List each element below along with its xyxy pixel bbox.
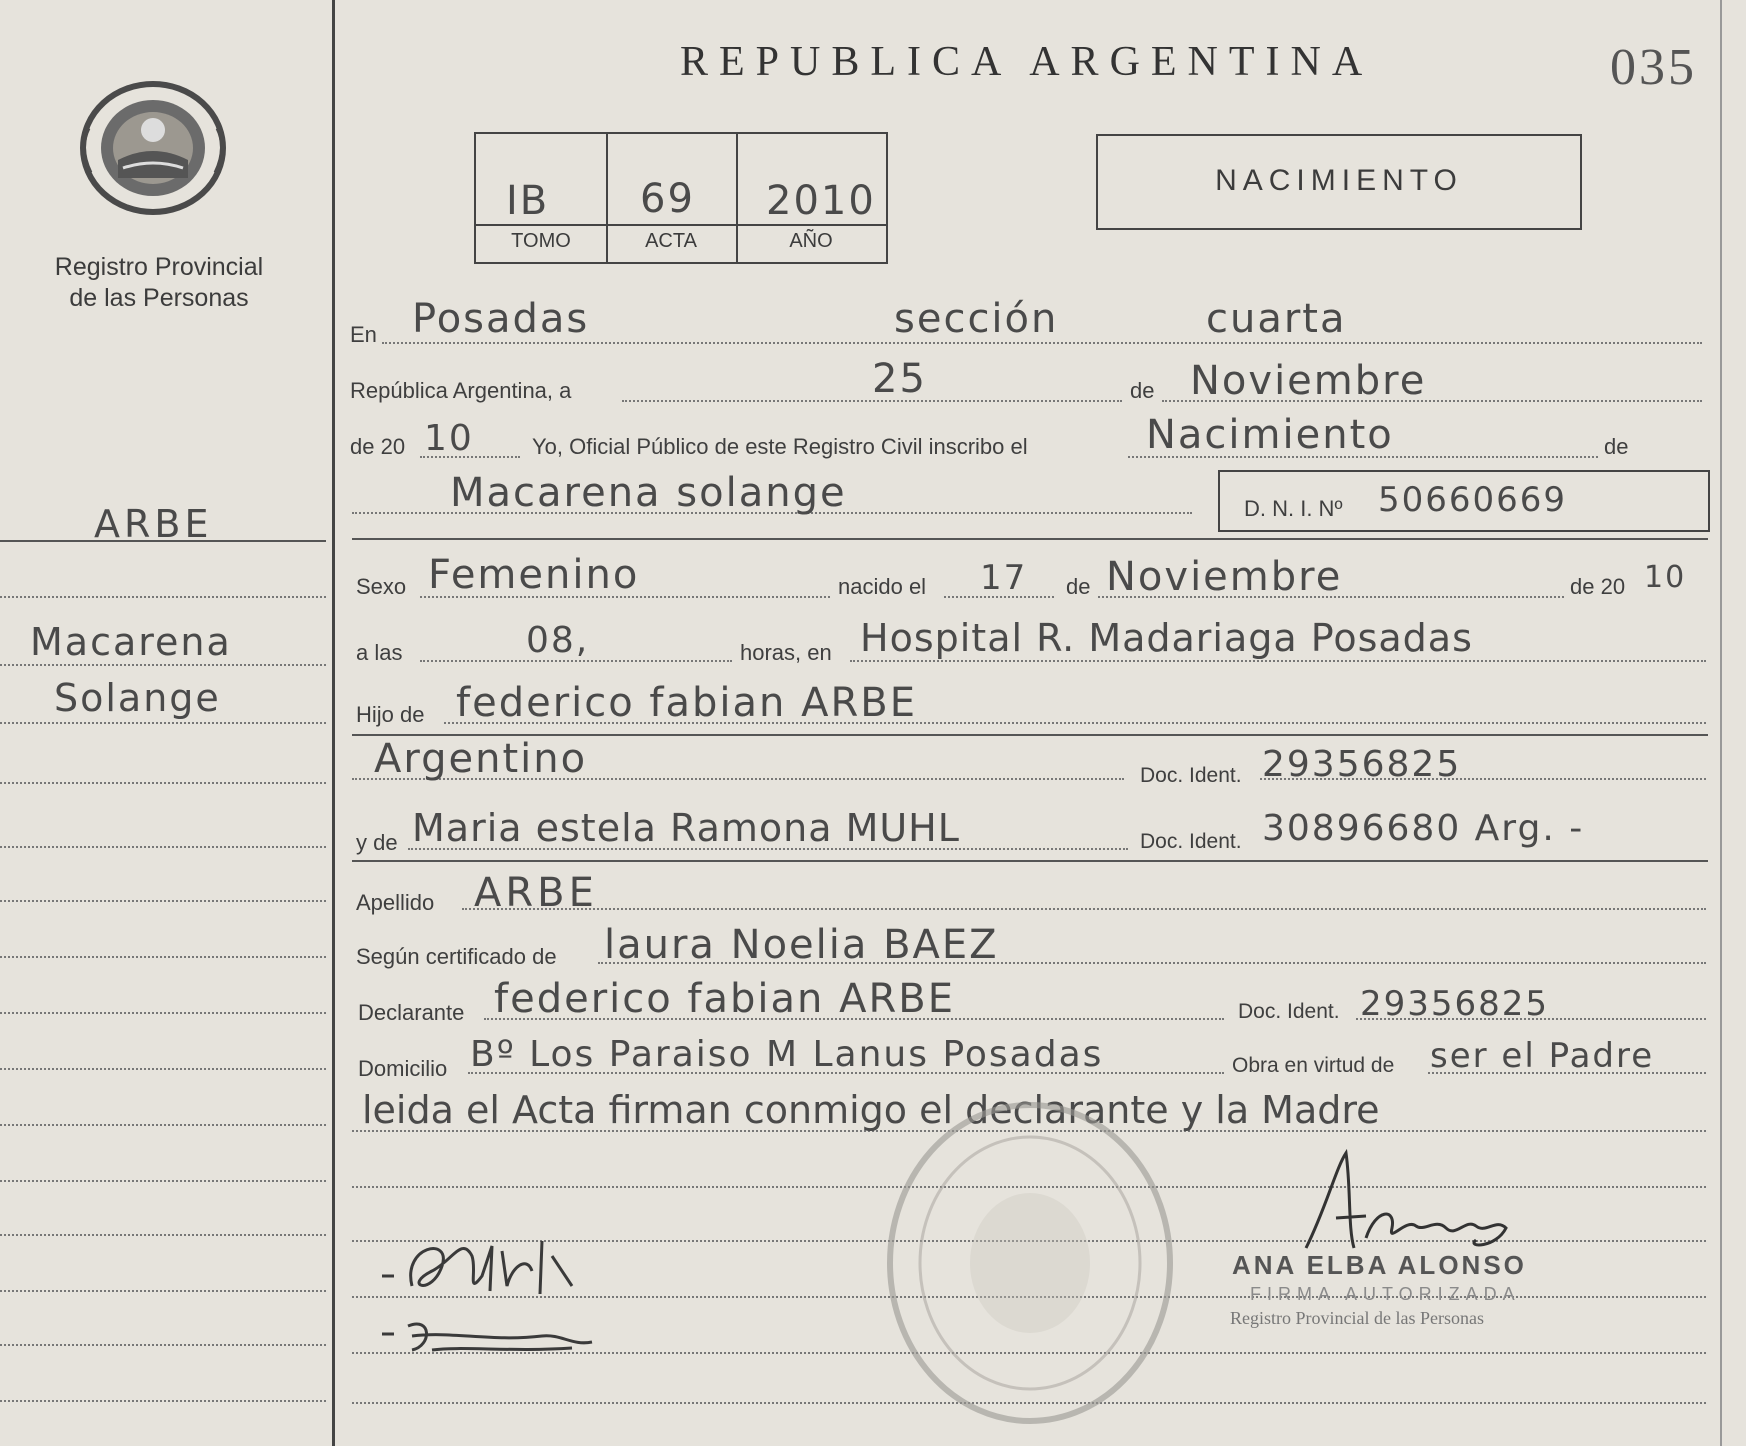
declarant-signature bbox=[372, 1226, 592, 1311]
margin-line-6 bbox=[0, 900, 326, 902]
section-divider-1 bbox=[352, 538, 1708, 540]
section-label: sección bbox=[894, 296, 1059, 342]
horas-label: horas, en bbox=[740, 640, 832, 665]
acta-label: ACTA bbox=[645, 230, 697, 252]
record-number-box bbox=[474, 132, 888, 264]
republica-label: República Argentina, a bbox=[350, 378, 572, 403]
birth-month-value: Noviembre bbox=[1106, 554, 1343, 600]
sexo-label: Sexo bbox=[356, 574, 407, 599]
registry-name-line2: de las Personas bbox=[69, 284, 249, 312]
registry-seal bbox=[78, 78, 228, 223]
mother-doc-label: Doc. Ident. bbox=[1140, 830, 1242, 853]
margin-line-12 bbox=[0, 1234, 326, 1236]
yde-label: y de bbox=[356, 830, 398, 855]
place-value: Hospital R. Madariaga Posadas bbox=[860, 616, 1473, 660]
margin-line-10 bbox=[0, 1124, 326, 1126]
birth-year-prefix: de 20 bbox=[1570, 574, 1626, 599]
margin-rule-1 bbox=[0, 540, 326, 542]
acta-value: 69 bbox=[640, 176, 695, 222]
en-label: En bbox=[350, 322, 377, 347]
anio-label: AÑO bbox=[789, 230, 833, 252]
margin-line-14 bbox=[0, 1344, 326, 1346]
apellido-label: Apellido bbox=[356, 890, 435, 915]
certificado-label: Según certificado de bbox=[356, 944, 557, 969]
mother-signature bbox=[372, 1306, 612, 1371]
declarante-doc-value: 29356825 bbox=[1360, 984, 1550, 1024]
nacido-label: nacido el bbox=[838, 574, 927, 599]
margin-given-name-2: Solange bbox=[54, 676, 221, 720]
birth-de-label: de bbox=[1066, 574, 1091, 599]
closing-text: leida el Acta firman conmigo el declarante y la Madre bbox=[362, 1088, 1380, 1132]
margin-line-7 bbox=[0, 956, 326, 958]
mother-doc-value: 30896680 Arg. - bbox=[1262, 808, 1585, 849]
margin-line-8 bbox=[0, 1012, 326, 1014]
official-stamp bbox=[880, 1098, 1180, 1433]
margin-line-3 bbox=[0, 722, 326, 724]
tomo-label: TOMO bbox=[511, 230, 571, 252]
father-nationality-value: Argentino bbox=[374, 736, 588, 782]
apellido-value: ARBE bbox=[474, 870, 598, 916]
hijo-label: Hijo de bbox=[356, 702, 425, 727]
margin-line-4 bbox=[0, 782, 326, 784]
apellido-line bbox=[462, 908, 1706, 910]
declarante-value: federico fabian ARBE bbox=[494, 976, 955, 1022]
oficial-text: Yo, Oficial Público de este Registro Civil inscribo el bbox=[532, 434, 1028, 459]
registry-name-line1: Registro Provincial bbox=[54, 253, 264, 281]
signature-mark-icon-2 bbox=[372, 1306, 612, 1366]
year-line bbox=[420, 456, 520, 458]
right-column-border bbox=[1720, 0, 1722, 1446]
dni-box bbox=[1218, 470, 1710, 532]
signature-mark-icon bbox=[372, 1226, 592, 1306]
margin-line-15 bbox=[0, 1400, 326, 1402]
place-line bbox=[850, 660, 1706, 662]
father-doc-value: 29356825 bbox=[1262, 744, 1462, 785]
margin-given-name-1: Macarena bbox=[30, 620, 232, 664]
en-line bbox=[382, 342, 1702, 344]
mother-divider bbox=[352, 860, 1708, 862]
child-name-value: Macarena solange bbox=[450, 470, 847, 516]
obra-value: ser el Padre bbox=[1430, 1036, 1655, 1076]
section-value: cuarta bbox=[1206, 296, 1347, 342]
declarante-doc-label: Doc. Ident. bbox=[1238, 1000, 1340, 1023]
day-value: 25 bbox=[872, 356, 927, 402]
page-number: 035 bbox=[1610, 39, 1697, 96]
dni-value: 50660669 bbox=[1378, 480, 1568, 520]
province-seal-icon bbox=[78, 78, 228, 218]
act-type-label: NACIMIENTO bbox=[1215, 164, 1463, 197]
margin-line-1 bbox=[0, 596, 326, 598]
margin-surname: ARBE bbox=[94, 502, 213, 546]
inscribe-value: Nacimiento bbox=[1146, 412, 1394, 458]
margin-line-13 bbox=[0, 1290, 326, 1292]
birth-day-value: 17 bbox=[980, 558, 1028, 598]
domicilio-label: Domicilio bbox=[358, 1056, 448, 1081]
official-title: FIRMA AUTORIZADA bbox=[1250, 1284, 1521, 1304]
hour-value: 08, bbox=[526, 620, 590, 661]
father-name-value: federico fabian ARBE bbox=[456, 680, 917, 726]
inscribe-de-label: de bbox=[1604, 434, 1629, 459]
official-signature bbox=[1296, 1148, 1526, 1263]
act-type-box bbox=[1096, 134, 1582, 230]
stamp-seal-icon bbox=[880, 1098, 1180, 1428]
official-org: Registro Provincial de las Personas bbox=[1230, 1308, 1484, 1328]
sexo-value: Femenino bbox=[428, 552, 640, 598]
year-prefix: de 20 bbox=[350, 434, 406, 459]
alas-label: a las bbox=[356, 640, 403, 665]
tomo-value: IB bbox=[506, 178, 550, 224]
margin-line-9 bbox=[0, 1068, 326, 1070]
anio-value: 2010 bbox=[766, 178, 876, 224]
domicilio-value: Bº Los Paraiso M Lanus Posadas bbox=[470, 1034, 1104, 1075]
official-name: ANA ELBA ALONSO bbox=[1232, 1250, 1527, 1280]
margin-line-5 bbox=[0, 846, 326, 848]
dni-label: D. N. I. Nº bbox=[1244, 496, 1343, 521]
margin-line-11 bbox=[0, 1180, 326, 1182]
official-signature-mark bbox=[1296, 1148, 1526, 1258]
year-suffix: 10 bbox=[424, 418, 474, 459]
month-value: Noviembre bbox=[1190, 358, 1427, 404]
father-doc-label: Doc. Ident. bbox=[1140, 764, 1242, 787]
certificado-value: laura Noelia BAEZ bbox=[604, 922, 999, 968]
month-de-label: de bbox=[1130, 378, 1155, 403]
birth-year-suffix: 10 bbox=[1644, 560, 1687, 595]
left-column-border bbox=[332, 0, 335, 1446]
document-title: REPUBLICA ARGENTINA bbox=[680, 39, 1374, 85]
obra-label: Obra en virtud de bbox=[1232, 1054, 1395, 1077]
mother-name-value: Maria estela Ramona MUHL bbox=[412, 806, 960, 850]
city-value: Posadas bbox=[412, 296, 590, 342]
margin-line-2 bbox=[0, 664, 326, 666]
seal-caption bbox=[34, 252, 284, 314]
declarante-label: Declarante bbox=[358, 1000, 465, 1025]
